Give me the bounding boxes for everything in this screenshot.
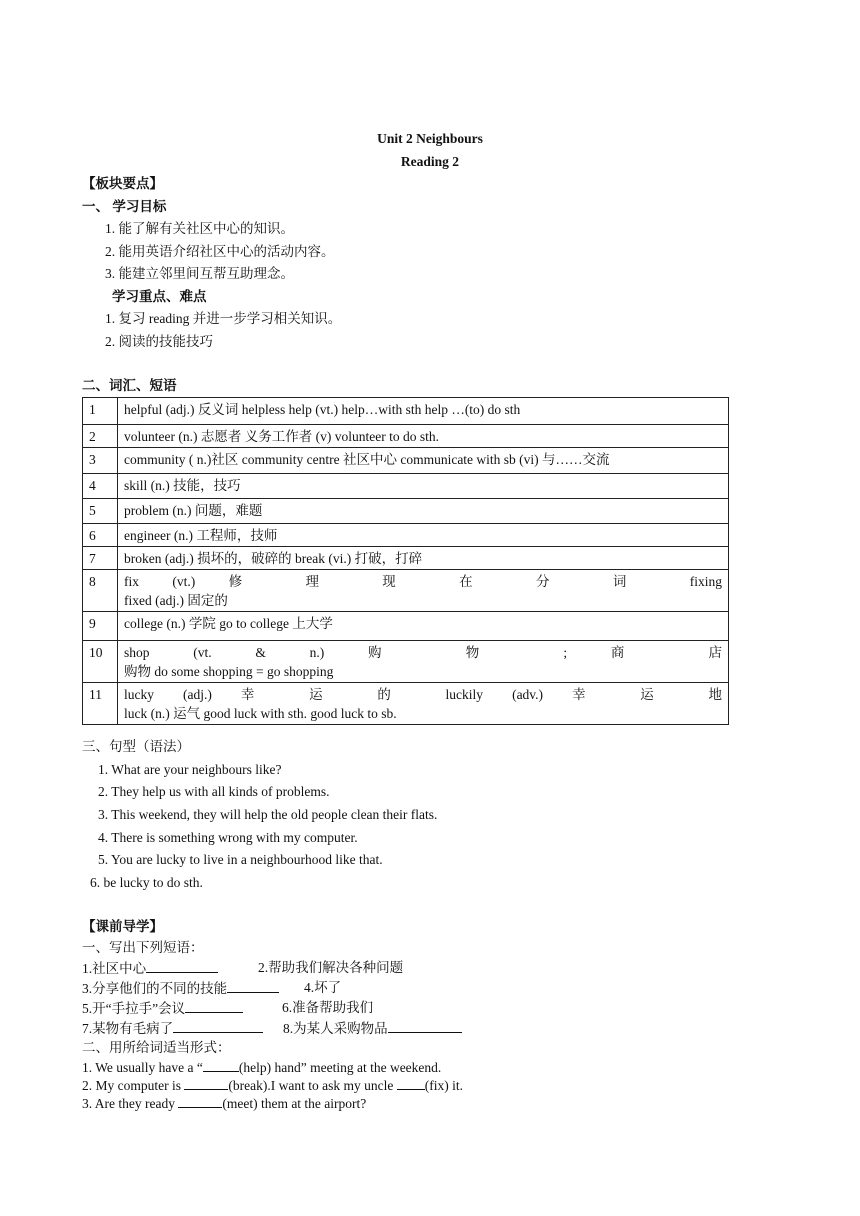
vocab-line: problem (n.) 问题，难题 [124, 503, 263, 518]
question-text: 3. Are they ready [82, 1096, 179, 1111]
sentence-item: 6. be lucky to do sth. [90, 875, 203, 890]
goal-item: 1. 能了解有关社区中心的知识。 [105, 221, 294, 236]
vocab-line: shop (vt. & n.) 购 物 ; 商 店 [124, 645, 722, 660]
question-text: (break).I want to ask my uncle [228, 1078, 397, 1093]
vocab-row [83, 425, 729, 448]
vocab-line: fixed (adj.) 固定的 [124, 593, 228, 608]
phrase-exercise-line [283, 1018, 462, 1039]
phrase-prompt: 4.坏了 [304, 980, 342, 995]
question-text: 2. My computer is [82, 1078, 185, 1093]
vocab-entry [118, 683, 729, 725]
phrase-prompt: 8.为某人采购物品 [283, 1021, 388, 1036]
vocab-row [83, 474, 729, 499]
fill-question [82, 1093, 366, 1114]
question-text: (fix) it. [424, 1078, 463, 1093]
answer-blank[interactable] [173, 1018, 263, 1033]
phrase-exercise-line [282, 998, 373, 1018]
phrase-prompt: 1.社区中心 [82, 961, 147, 976]
vocab-num: 8 [83, 570, 118, 612]
answer-blank[interactable] [203, 1057, 239, 1072]
preview-part2-heading: 二、用所给词适当形式： [82, 1040, 231, 1055]
vocab-line: 购物 do some shopping = go shopping [124, 664, 334, 679]
answer-blank[interactable] [185, 998, 243, 1013]
vocab-num: 6 [83, 524, 118, 547]
sentence-item: 4. There is something wrong with my computer. [98, 830, 358, 845]
vocab-entry [118, 448, 729, 474]
vocab-entry [118, 524, 729, 547]
vocab-row [83, 683, 729, 725]
vocab-row [83, 499, 729, 524]
vocab-line: college (n.) 学院 go to college 上大学 [124, 616, 333, 631]
vocab-row [83, 398, 729, 425]
sentences-heading: 三、句型（语法） [82, 739, 190, 754]
page-title: Unit 2 Neighbours [377, 131, 483, 146]
answer-blank[interactable] [227, 978, 279, 993]
answer-blank[interactable] [397, 1075, 425, 1090]
vocab-num: 11 [83, 683, 118, 725]
question-text: 1. We usually have a “ [82, 1060, 203, 1075]
goals-heading: 一、 学习目标 [82, 199, 167, 214]
sentence-item: 2. They help us with all kinds of problems. [98, 784, 330, 799]
vocab-line: luck (n.) 运气 good luck with sth. good luck to sb. [124, 706, 397, 721]
page-subtitle: Reading 2 [400, 154, 460, 169]
vocab-line: engineer (n.) 工程师，技师 [124, 528, 278, 543]
answer-blank[interactable] [146, 958, 218, 973]
vocab-num: 4 [83, 474, 118, 499]
vocab-row [83, 547, 729, 570]
vocab-line: broken (adj.) 损坏的，破碎的 break (vi.) 打破，打碎 [124, 551, 423, 566]
sentence-item: 3. This weekend, they will help the old people clean their flats. [98, 807, 438, 822]
vocab-entry [118, 474, 729, 499]
question-text: (meet) them at the airport? [222, 1096, 367, 1111]
question-text: (help) hand” meeting at the weekend. [238, 1060, 442, 1075]
sentence-item: 1. What are your neighbours like? [98, 762, 282, 777]
vocab-entry [118, 547, 729, 570]
vocab-num: 9 [83, 612, 118, 641]
vocab-row [83, 612, 729, 641]
vocab-row [83, 570, 729, 612]
vocab-line: helpful (adj.) 反义词 helpless help (vt.) help…with sth help …(to) do sth [124, 402, 521, 417]
focus-heading: 学习重点、难点 [112, 289, 207, 304]
vocab-heading: 二、词汇、短语 [82, 378, 177, 393]
vocab-line: lucky (adj.) 幸 运 的 luckily (adv.) 幸 运 地 [124, 687, 722, 702]
answer-blank[interactable] [388, 1018, 462, 1033]
vocab-num: 3 [83, 448, 118, 474]
vocab-entry [118, 398, 729, 425]
phrase-exercise-line [82, 978, 279, 999]
phrase-prompt: 5.开“手拉手”会议 [82, 1001, 186, 1016]
phrase-exercise-line [82, 998, 243, 1019]
focus-item: 1. 复习 reading 并进一步学习相关知识。 [105, 311, 342, 326]
answer-blank[interactable] [178, 1093, 222, 1108]
vocab-num: 5 [83, 499, 118, 524]
focus-item: 2. 阅读的技能技巧 [105, 334, 213, 349]
vocab-num: 2 [83, 425, 118, 448]
phrase-prompt: 2.帮助我们解决各种问题 [258, 960, 404, 975]
vocab-entry [118, 612, 729, 641]
preview-part1-heading: 一、写出下列短语： [82, 940, 204, 955]
preview-heading: 【课前导学】 [82, 919, 163, 934]
vocab-num: 7 [83, 547, 118, 570]
goal-item: 2. 能用英语介绍社区中心的活动内容。 [105, 244, 335, 259]
vocab-line: skill (n.) 技能，技巧 [124, 478, 241, 493]
phrase-exercise-line [258, 958, 403, 978]
phrase-exercise-line [82, 1018, 263, 1039]
goal-item: 3. 能建立邻里间互帮互助理念。 [105, 266, 294, 281]
phrase-exercise-line [82, 958, 218, 979]
vocab-line: volunteer (n.) 志愿者 义务工作者 (v) volunteer to do sth. [124, 429, 439, 444]
vocab-line: fix (vt.) 修 理 现 在 分 词 fixing [124, 574, 722, 589]
phrase-prompt: 7.某物有毛病了 [82, 1021, 174, 1036]
vocab-row [83, 524, 729, 547]
vocab-entry [118, 425, 729, 448]
section-keypoints-heading: 【板块要点】 [82, 176, 163, 191]
vocab-row [83, 641, 729, 683]
vocab-num: 10 [83, 641, 118, 683]
phrase-prompt: 3.分享他们的不同的技能 [82, 981, 228, 996]
vocab-entry [118, 641, 729, 683]
phrase-prompt: 6.准备帮助我们 [282, 1000, 374, 1015]
phrase-exercise-line [304, 978, 341, 998]
sentence-item: 5. You are lucky to live in a neighbourhood like that. [98, 852, 383, 867]
vocab-num: 1 [83, 398, 118, 425]
vocab-table [82, 397, 729, 725]
vocab-line: community ( n.)社区 community centre 社区中心 communicate with sb (vi) 与……交流 [124, 452, 610, 467]
vocab-entry [118, 570, 729, 612]
vocab-entry [118, 499, 729, 524]
vocab-row [83, 448, 729, 474]
answer-blank[interactable] [184, 1075, 228, 1090]
